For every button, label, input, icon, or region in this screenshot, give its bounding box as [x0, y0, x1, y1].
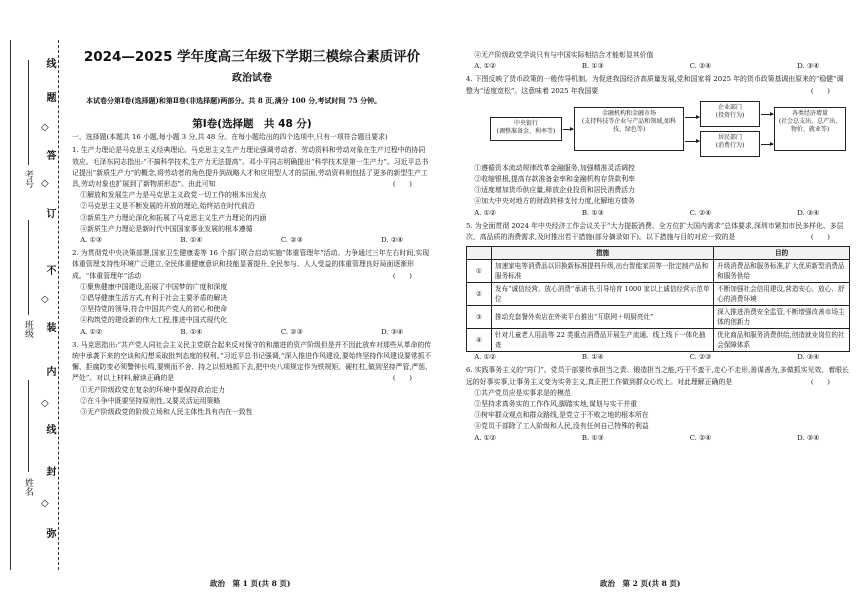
table-cell: 加速家电等消费品以旧换新标准提档升级,出台智能家居等一批定制产品和服务标准 [492, 260, 714, 283]
table-cell: ④ [467, 329, 492, 352]
section-title: 第Ⅰ卷(选择题 共 48 分) [192, 118, 312, 131]
section-intro: 一、选择题(本题共 16 小题,每小题 3 分,共 48 分。在每小题给出的四个选项中,只有一项符合题目要求) [72, 133, 388, 142]
answer-paren: ( ) [392, 374, 412, 383]
option: ④无产阶级政党学说只有与中国实际相结合才能彰显其价值 [474, 51, 654, 59]
option: ①无产阶级政党在复杂的环境中要保持政治定力 [80, 385, 225, 394]
table-cell: 发布“诚信经营、放心消费”承诺书,引导培育 1000 家以上诚信经营示范单位 [492, 283, 714, 306]
margin-word: 不 [44, 265, 55, 275]
table-header [467, 247, 492, 260]
answer-choices [72, 235, 403, 246]
answer-choices [72, 327, 403, 338]
table-row [467, 283, 850, 306]
table-row [467, 329, 850, 352]
margin-word: 内 [44, 366, 55, 376]
answer-choices [466, 208, 819, 219]
option: ②坚持求真务实的工作作风,脚踏实地,谋划与实干并重 [474, 400, 638, 409]
choice-a[interactable]: A. ①② [474, 433, 496, 442]
table-cell: ③ [467, 306, 492, 329]
table-cell: 针对儿童老人用品等 22 类重点消费品开展生产流通、线上线下一体化抽查 [492, 329, 714, 352]
table-cell: 优化商品和服务消费供给,创造就业岗位的社会保障体系 [714, 329, 850, 352]
arrow-icon [761, 144, 773, 145]
option: ③适度增加货币供应量,释放企业投资和居民消费活力 [474, 186, 635, 195]
option: ③树牢群众观点和群众路线,是党立于不败之地的根本所在 [474, 411, 649, 420]
table-header-row [467, 247, 850, 260]
margin-word: 装 [44, 322, 55, 332]
arrow-icon [685, 141, 699, 142]
answer-paren: ( ) [810, 377, 830, 386]
diamond-icon: ◇ [41, 178, 49, 189]
question-stem: 4. 下图反映了货币政策的一般传导机制。为促进我国经济高质量发展,党和国家将 2025 年的货币政策基调由原来的“稳健”调整为“适度宽松”。这意味着 2025 年我国要 [466, 75, 844, 95]
choice-d[interactable]: D. ③④ [797, 433, 820, 442]
choice-a[interactable]: A. ①② [80, 327, 102, 336]
choice-d[interactable]: D. ③④ [797, 62, 820, 71]
table-cell: 不断加强社会信用建设,营造安心、放心、舒心的消费环境 [714, 283, 850, 306]
option: ④构筑党的建设新的伟大工程,推进中国式现代化 [80, 316, 228, 325]
question-4 [466, 74, 850, 218]
option: ①遵循资本流动规律改革金融服务,加强精准灵活调控 [474, 163, 635, 172]
choice-b[interactable]: B. ①③ [581, 208, 604, 217]
exam-title: 2024—2025 学年度高三年级下学期三模综合素质评价 [83, 49, 421, 65]
central-bank-box: 中央银行 (调整准备金、利率等) [490, 117, 562, 141]
answer-paren: ( ) [810, 86, 830, 95]
left-column [72, 0, 432, 418]
table-cell: ② [467, 283, 492, 306]
exam-no-field[interactable] [28, 60, 29, 165]
option: ④加大中央对地方的财政转移支付力度,化解地方债务 [474, 197, 635, 206]
table-cell: 推动充套餐外卖店在外卖平台推出“互联网＋明厨亮灶” [492, 306, 714, 329]
question-5 [466, 221, 850, 364]
margin-word: 题 [44, 92, 55, 102]
financial-market-box: 金融机构和金融市场 (支持科技等企业与产品和领域,如科技、绿色等) [574, 107, 684, 151]
question-2 [72, 248, 432, 338]
choice-c[interactable]: C. ②③ [280, 327, 303, 336]
class-field[interactable] [28, 220, 29, 315]
table-cell: 深入推进消费安全监管,不断增强改善市场主体的创新力 [714, 306, 850, 329]
choice-b[interactable]: B. ①④ [180, 236, 203, 245]
option: ②倡导健康生活方式,有利于社会主要矛盾的解决 [80, 294, 228, 303]
question-6 [466, 365, 850, 443]
arrow-icon [685, 117, 699, 118]
household-box: 居民部门 (消费行为) [700, 131, 760, 157]
choice-d[interactable]: D. ③④ [381, 327, 404, 336]
right-column [466, 50, 850, 444]
choice-a[interactable]: A. ①③ [80, 236, 102, 245]
measures-table [466, 246, 850, 352]
diamond-icon: ◇ [41, 122, 49, 133]
table-row [467, 260, 850, 283]
choice-b[interactable]: B. ①③ [581, 62, 604, 71]
arrow-icon [761, 114, 773, 115]
question-stem: 1. 生产力理论是马克思主义经典理论。马克思主义生产力理论强调劳动者、劳动资料和劳动对象在生产过程中的协同效应。毛泽东同志指出:“不搞科学技术,生产力无法提高”。邓小平同志明确提出“科学技术是第一生产力”。习近平总书记提出“新质生产力”的概念,将劳动者的角色提升到战略人才和应用型人才的层面,劳动资料则包括了更多的新型生产工具,劳动对象也扩展到了新物质形态”。由此可知 [72, 146, 429, 189]
margin-word: 答 [44, 150, 55, 160]
table-cell: ① [467, 260, 492, 283]
option: ④新质生产力理论是新时代中国国家事业发展的根本遵循 [80, 224, 253, 233]
choice-a[interactable]: A. ①② [474, 353, 496, 362]
answer-paren: ( ) [810, 233, 830, 242]
name-field[interactable] [28, 380, 29, 472]
diamond-icon: ◇ [41, 294, 49, 305]
table-row [467, 306, 850, 329]
question-stem: 2. 为贯彻党中央决策部署,国家卫生健康委等 16 个部门联合启动实施“体重管理年”活动。力争通过三年左右时间,实现体重管理支持性环境广泛建立,全民体重健康意识和技能显著提升,全民参与、人人受益的体重管理良好局面逐渐形成。“体重管理年”活动 [72, 249, 430, 280]
choice-b[interactable]: B. ①③ [581, 433, 604, 442]
choice-c[interactable]: C. ②④ [689, 208, 712, 217]
choice-b[interactable]: B. ①④ [581, 353, 604, 362]
choice-c[interactable]: C. ②③ [280, 236, 303, 245]
option: ②在斗争中既要坚持原则性,又要灵活运用策略 [80, 396, 221, 405]
class-label: 班级 [23, 320, 33, 338]
diamond-icon: ◇ [41, 498, 49, 509]
question-stem: 5. 为全面贯彻 2024 年中央经济工作会议关于“大力提振消费、全方位扩大国内需求”总体要求,深圳市紧扣市民多样化、多层次、高品质的消费需求,及时推出若干措施(部分摘录如下)。以下措施与目的对应一致的是 [466, 221, 844, 242]
choice-d[interactable]: D. ②④ [381, 236, 404, 245]
option: ②收缩银根,提高存款准备金率和金融机构存贷款利率 [474, 175, 635, 184]
margin-word: 线 [44, 58, 55, 68]
exam-no-label: 考号 [23, 170, 33, 188]
choice-d[interactable]: D. ③④ [797, 208, 820, 217]
table-header: 措施 [492, 247, 714, 260]
economy-box: 各类经济增量 (社会总支出、总产出、物价、就业等) [774, 107, 846, 151]
diamond-icon: ◇ [41, 398, 49, 409]
arrow-icon [563, 129, 573, 130]
margin-line-outer [10, 40, 11, 570]
margin-word: 线 [44, 424, 55, 434]
option: ③坚持党的领导,符合中国共产党人的初心和使命 [80, 305, 228, 314]
enterprise-box: 企业部门 (投资行为) [700, 101, 760, 127]
choice-a[interactable]: A. ①② [474, 62, 496, 71]
answer-choices [466, 433, 819, 444]
question-stem: 3. 马克思指出:“共产党人同社会主义民主党联合起来反对保守的和激进的资产阶级但是并不因此放弃对那些从革命的传统中承袭下来的空谈和幻想采取批判态度的权利。”习近平总书记强调,“深入推进作风建设,要始终坚持作风建设要常抓不懈、拒腐防变必须警钟长鸣,要锲而不舍、持之以恒地抓下去,把中央八项规定作为铁规矩、硬杠杠,做到坚持严管,严惩,严处”。对以上材料,解读正确的是 [72, 340, 432, 383]
exam-note: 本试卷分第Ⅰ卷(选择题)和第Ⅱ卷(非选择题)两部分。共 8 页,满分 100 分,考试时间 75 分钟。 [86, 96, 382, 105]
page-footer-right: 政治 第 2 页(共 8 页) [600, 579, 681, 588]
choice-c[interactable]: C. ②③ [689, 353, 712, 362]
table-header: 目的 [714, 247, 850, 260]
monetary-policy-diagram [466, 101, 850, 159]
table-cell: 升级消费品和服务标准,扩大优质新型消费品和服务供给 [714, 260, 850, 283]
margin-word: 订 [44, 208, 55, 218]
option: ②马克思主义是不断发展的开放的理论,始终站在时代前沿 [80, 202, 255, 211]
choice-b[interactable]: B. ①④ [180, 327, 203, 336]
margin-word: 封 [44, 466, 55, 476]
answer-choices [466, 61, 819, 72]
choice-d[interactable]: D. ③④ [797, 353, 820, 362]
answer-paren: ( ) [392, 180, 412, 189]
option: ①解放和发展生产力是马克思主义政党一切工作的根本出发点 [80, 191, 267, 200]
binding-margin [0, 0, 68, 600]
answer-paren: ( ) [392, 271, 412, 280]
answer-choices [466, 352, 819, 363]
option: ①共产党员应是实事求是的模范 [474, 388, 571, 397]
option: ③无产阶级政党的阶级立场和人民主体性具有内在一致性 [80, 408, 253, 417]
choice-c[interactable]: C. ②④ [689, 433, 712, 442]
exam-subtitle: 政治试卷 [232, 73, 272, 84]
question-3 [72, 340, 432, 418]
option: ④党员干部除了工人阶级和人民,没有任何自己特殊的利益 [474, 422, 649, 431]
name-label: 姓名 [23, 478, 33, 496]
option: ③新质生产力理论深化和拓展了马克思主义生产力理论的内涵 [80, 213, 267, 222]
option: ①聚焦健康中国建设,拓展了中国梦的广度和深度 [80, 282, 228, 291]
margin-line-inner [58, 40, 59, 570]
choice-c[interactable]: C. ②④ [689, 62, 712, 71]
question-stem: 6. 实践事务主义的“窍门”。党员干部要传承担当之责、锻造担当之能,巧干不蛮干,走心不走形,善谋善为,多做抓实见效、着眼长远的好事实事,让事务主义变为实务主义,真正把工作做到群众心坎上。对此理解正确的是 [466, 366, 849, 386]
page-footer-left: 政治 第 1 页(共 8 页) [210, 579, 291, 588]
question-1 [72, 145, 432, 246]
choice-a[interactable]: A. ①② [474, 208, 496, 217]
margin-word: 弥 [44, 528, 55, 538]
